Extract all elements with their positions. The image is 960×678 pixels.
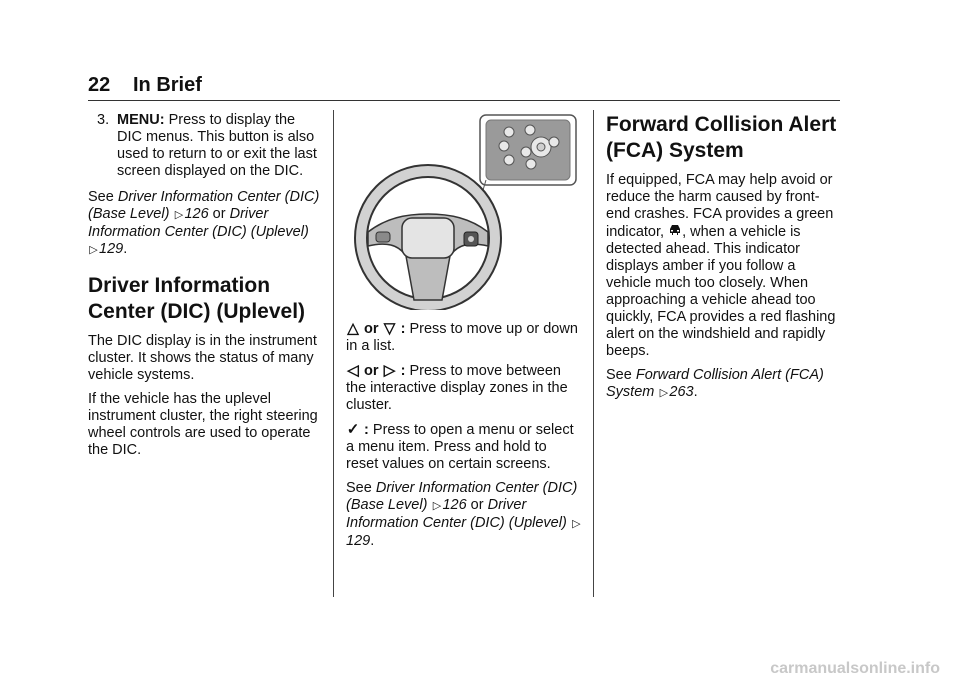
dic-paragraph-2: If the vehicle has the uplevel instrument cluster, the right steering wheel controls are used to operate the DIC. xyxy=(88,391,318,458)
period: . xyxy=(693,384,698,400)
fca-paragraph xyxy=(606,172,840,360)
right-arrow-icon: ▷ xyxy=(383,362,396,379)
checkmark-icon: ✓ xyxy=(346,421,360,438)
list-number: 3. xyxy=(97,112,110,128)
page-header xyxy=(88,72,840,101)
page-ref[interactable]: 126 xyxy=(442,497,467,513)
page-ref[interactable]: 129 xyxy=(346,533,371,549)
menu-label: MENU: xyxy=(117,112,165,128)
see-prefix: See xyxy=(346,480,372,496)
down-arrow-icon: ▽ xyxy=(383,320,396,337)
reference-arrow-icon: ▷ xyxy=(89,244,98,256)
see-prefix: See xyxy=(606,367,632,383)
reference-arrow-icon: ▷ xyxy=(659,387,669,399)
heading-dic-uplevel: Driver Information Center (DIC) (Uplevel) xyxy=(88,274,306,323)
leftright-description xyxy=(346,362,582,414)
vehicle-ahead-icon xyxy=(668,223,682,237)
see-prefix: See xyxy=(88,189,114,205)
or-text: or xyxy=(212,206,226,222)
up-arrow-icon: △ xyxy=(347,320,359,337)
reference-arrow-icon: ▷ xyxy=(572,518,581,530)
select-description xyxy=(346,421,582,473)
watermark: carmanualsonline.info xyxy=(770,660,940,677)
colon: : xyxy=(364,422,369,438)
column-right xyxy=(606,112,840,409)
see-also-paragraph xyxy=(606,367,840,402)
list-item-menu xyxy=(88,112,322,180)
updown-text: Press to move up or down in a list. xyxy=(346,321,578,354)
or-text: or xyxy=(364,321,379,337)
column-divider xyxy=(593,110,594,597)
page-ref[interactable]: 129 xyxy=(99,241,124,257)
reference-link[interactable]: Driver Information Center (DIC) (Base Level) xyxy=(88,189,320,222)
menu-description: Press to display the DIC menus. This button is also used to return to or exit the last screen displayed on the DIC. xyxy=(117,112,317,179)
reference-link[interactable]: Driver Information Center (DIC) (Base Level) xyxy=(346,480,578,513)
steering-wheel-figure xyxy=(346,114,582,310)
page-ref[interactable]: 126 xyxy=(184,206,209,222)
see-also-paragraph xyxy=(346,480,582,550)
updown-description xyxy=(346,320,582,355)
column-middle xyxy=(346,114,582,557)
reference-arrow-icon: ▷ xyxy=(432,500,442,512)
page-number: 22 xyxy=(88,74,111,96)
column-left xyxy=(88,112,322,466)
reference-arrow-icon: ▷ xyxy=(174,209,184,221)
leftright-text: Press to move between the interactive display zones in the cluster. xyxy=(346,363,568,413)
see-also-paragraph xyxy=(88,189,322,259)
colon: : xyxy=(400,321,406,337)
or-text: or xyxy=(470,497,484,513)
dic-paragraph-1: The DIC display is in the instrument cluster. It shows the status of many vehicle systems. xyxy=(88,333,317,383)
select-text: Press to open a menu or select a menu item. Press and hold to reset values on certain screens. xyxy=(346,422,574,472)
section-title: In Brief xyxy=(133,74,202,96)
page-ref[interactable]: 263 xyxy=(669,384,694,400)
reference-link[interactable]: Forward Collision Alert (FCA) System xyxy=(606,367,824,400)
period: . xyxy=(123,241,128,257)
reference-link[interactable]: Driver Information Center (DIC) (Uplevel) xyxy=(88,206,309,240)
reference-link[interactable]: Driver Information Center (DIC) (Uplevel) xyxy=(346,497,567,531)
fca-text-after: , when a vehicle is detected ahead. This indicator displays amber if you follow a vehicle much too closely. When approaching a vehicle ahead too quickly, FCA provides a red flashing alert on the windshield and rapidly beeps. xyxy=(606,224,836,359)
or-text: or xyxy=(364,363,379,379)
steering-wheel-illustration xyxy=(346,114,582,310)
left-arrow-icon: ◁ xyxy=(347,362,359,379)
colon: : xyxy=(400,363,406,379)
heading-fca: Forward Collision Alert (FCA) System xyxy=(606,113,837,162)
fca-text-before: If equipped, FCA may help avoid or reduce the harm caused by front-end crashes. FCA provides a green indicator, xyxy=(606,172,834,240)
period: . xyxy=(370,533,375,549)
column-divider xyxy=(333,110,334,597)
